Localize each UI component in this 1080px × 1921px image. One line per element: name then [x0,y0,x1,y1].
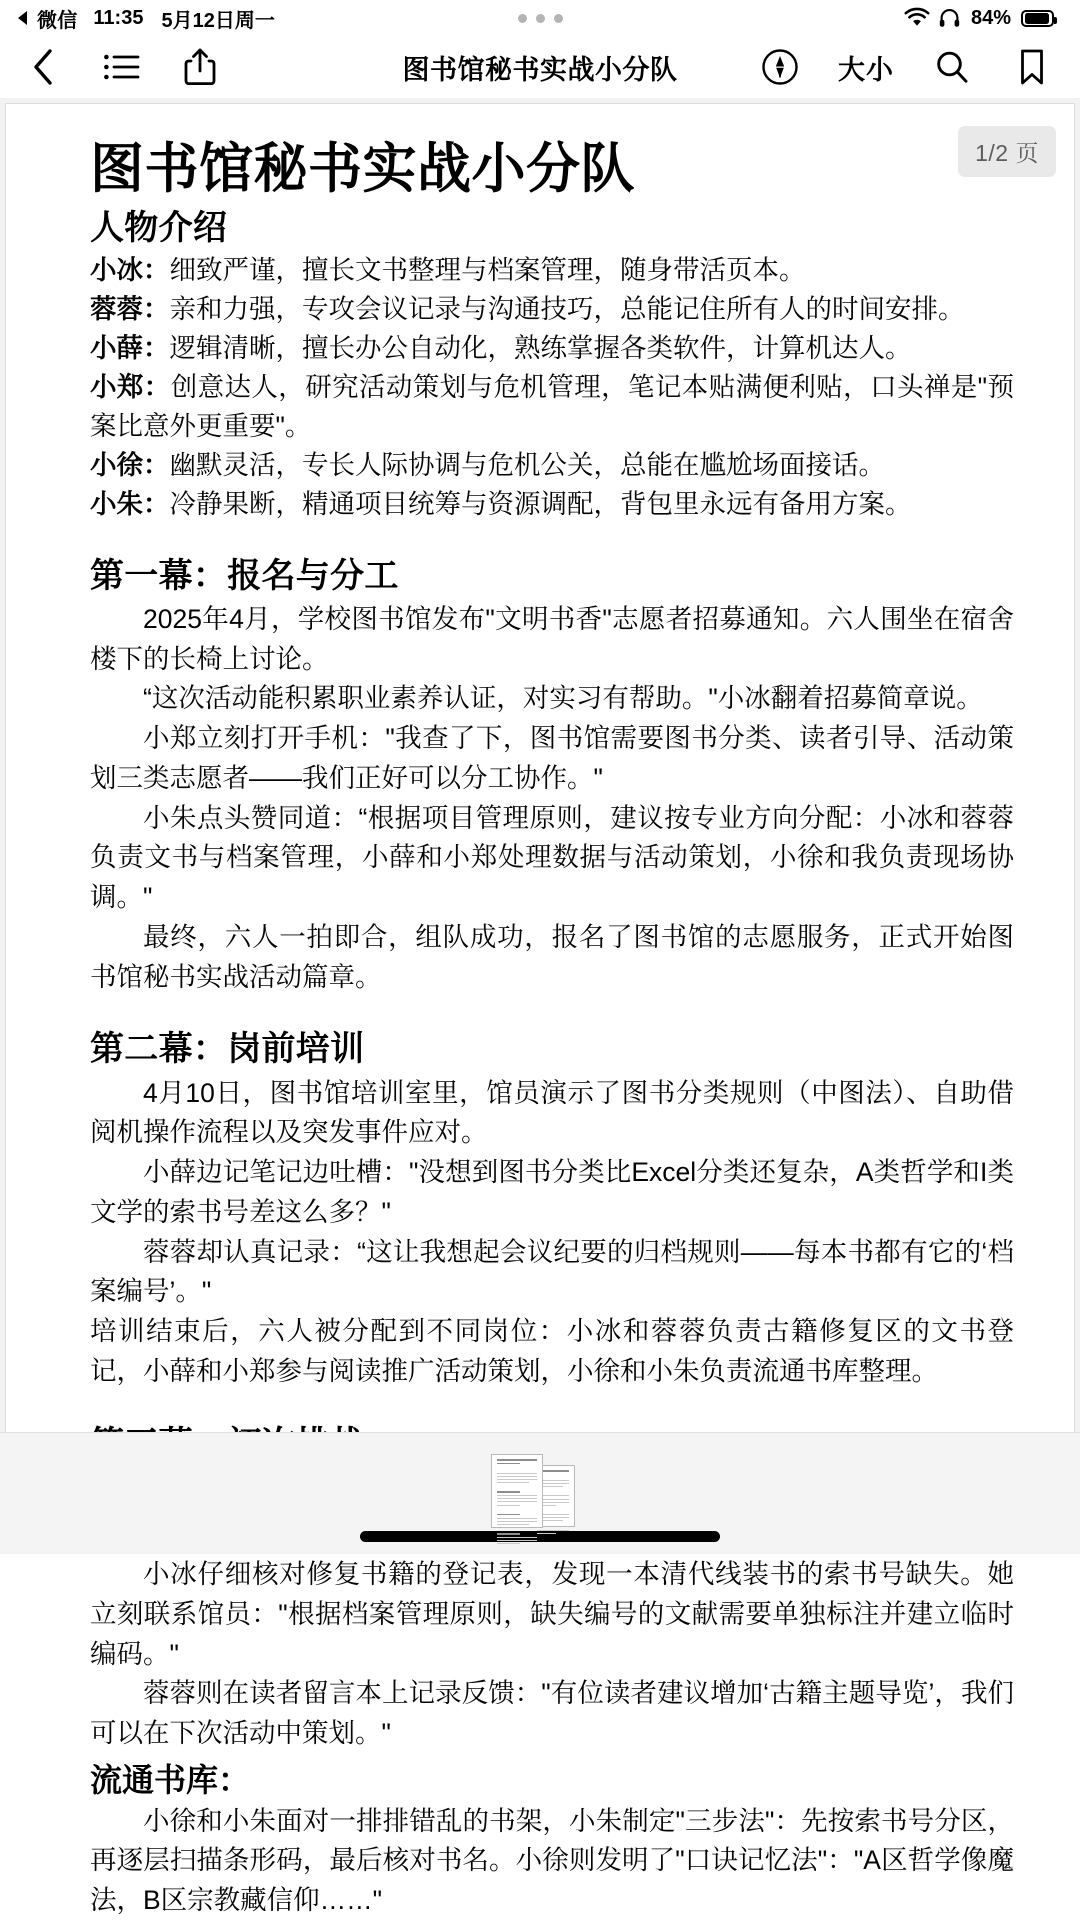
act1-paragraph: 最终，六人一拍即合，组队成功，报名了图书馆的志愿服务，正式开始图书馆秘书实战活动篇章。 [90,921,1014,992]
act1-paragraph: 小朱点头赞同道：“根据项目管理原则，建议按专业方向分配：小冰和蓉蓉负责文书与档案管理，小薛和小郑处理数据与活动策划，小徐和我负责现场协调。" [90,802,1014,913]
roster-item [90,368,1014,446]
toolbar-left-group [22,45,222,89]
chevron-left-icon [31,47,57,87]
roster-item [90,446,1014,485]
act3-subheading-circulation: 流通书库： [90,1761,251,1798]
headphones-icon [939,8,960,28]
status-bar-left[interactable] [18,4,275,33]
roster-item [90,251,1014,290]
act3-paragraph: 小徐和小朱面对一排排错乱的书架，小朱制定"三步法"：先按索书号分区，再逐层扫描条形码，最后核对书名。小徐则发明了"口诀记忆法"："A区哲学像魔法，B区宗教藏信仰……" [90,1805,1014,1916]
act1-paragraph: 小郑立刻打开手机："我查了下，图书馆需要图书分类、读者引导、活动策划三类志愿者——我们正好可以分工协作。" [90,723,1014,793]
back-button[interactable] [22,45,66,89]
bookmark-button[interactable] [1010,45,1054,89]
roster-item [90,329,1014,368]
status-bar [0,0,1080,36]
share-upload-icon [184,47,216,87]
bookmark-icon [1018,48,1046,86]
act1-paragraph: 2025年4月，学校图书馆发布"文明书香"志愿者招募通知。六人围坐在宿舍楼下的长椅上讨论。 [90,603,1014,674]
roster-item [90,290,1014,329]
act2-paragraph: 小薛边记笔记边吐槽："没想到图书分类比Excel分类还复杂，A类哲学和I类文学的索书号差这么多？" [90,1157,1014,1227]
roster-name: 小郑： [90,371,171,402]
act-heading-2: 第二幕：岗前培训 [90,1030,365,1069]
back-to-app-label[interactable]: 微信 [37,9,78,32]
battery-icon [1021,10,1054,27]
roster-desc: 亲和力强，专攻会议记录与沟通技巧，总能记住所有人的时间安排。 [169,294,965,325]
act2-paragraph: 4月10日，图书馆培训室里，馆员演示了图书分类规则（中图法）、自助借阅机操作流程以及突发事件应对。 [90,1077,1014,1148]
toolbar-right-group [758,45,1054,89]
share-button[interactable] [178,45,222,89]
roster-name: 蓉蓉： [90,294,170,325]
document-page[interactable] [5,103,1075,1916]
page-indicator-badge: 1/2 页 [958,126,1056,177]
act1-paragraph: “这次活动能积累职业素养认证，对实习有帮助。"小冰翻着招募简章说。 [143,683,983,714]
status-bar-right [904,7,1054,30]
search-button[interactable] [930,45,974,89]
act2-paragraph: 蓉蓉却认真记录：“这让我想起会议纪要的归档规则——每本书都有它的‘档案编号’。" [90,1236,1014,1307]
roster-desc: 幽默灵活，专长人际协调与危机公关，总能在尴尬场面接话。 [169,449,885,480]
act-heading-1: 第一幕：报名与分工 [90,556,399,595]
roster-name: 小朱： [90,488,170,519]
roster-item [90,485,1014,524]
document-viewport[interactable] [0,98,1080,1916]
roster-desc: 细致严谨，擅长文书整理与档案管理，随身带活页本。 [169,255,806,286]
page-thumbnail-strip[interactable] [0,1432,1080,1554]
status-date: 5月12日周一 [161,9,275,32]
markup-pen-icon [760,47,800,87]
markup-button[interactable] [758,45,802,89]
roster-heading: 人物介绍 [90,208,228,247]
table-of-contents-button[interactable] [100,45,144,89]
battery-percentage: 84% [970,6,1011,29]
page-title: 图书馆秘书实战小分队 [90,139,635,199]
roster-desc: 逻辑清晰，擅长办公自动化，熟练掌握各类软件，计算机达人。 [169,333,912,364]
roster-desc: 创意达人，研究活动策划与危机管理，笔记本贴满便利贴，口头禅是"预案比意外更重要"。 [90,371,1014,441]
act2-trailing-paragraph: 培训结束后，六人被分配到不同岗位：小冰和蓉蓉负责古籍修复区的文书登记，小薛和小郑参与阅读推广活动策划，小徐和小朱负责流通书库整理。 [90,1316,1014,1386]
dynamic-island-dots-icon [518,14,563,23]
page-1-thumbnail[interactable] [491,1454,543,1528]
text-size-button[interactable]: 大小 [838,54,894,85]
act3-paragraph: 小冰仔细核对修复书籍的登记表，发现一本清代线装书的索书号缺失。她立刻联系馆员："根据档案管理原则，缺失编号的文献需要单独标注并建立临时编码。" [90,1559,1014,1669]
roster-name: 小冰： [90,255,170,286]
character-roster [90,251,1014,524]
reader-toolbar [0,36,1080,98]
roster-desc: 冷静果断，精通项目统筹与资源调配，背包里永远有备用方案。 [169,488,912,519]
document-title-bar: 图书馆秘书实战小分队 [402,54,678,85]
list-bullet-icon [103,51,141,83]
search-icon [934,49,970,85]
back-to-app-triangle-icon[interactable] [18,11,27,25]
status-time: 11:35 [93,6,144,29]
roster-name: 小徐： [90,449,170,480]
act3-paragraph: 蓉蓉则在读者留言本上记录反馈："有位读者建议增加‘古籍主题导览’，我们可以在下次活动中策划。" [90,1678,1014,1749]
roster-name: 小薛： [90,333,170,364]
wifi-icon [904,8,930,28]
